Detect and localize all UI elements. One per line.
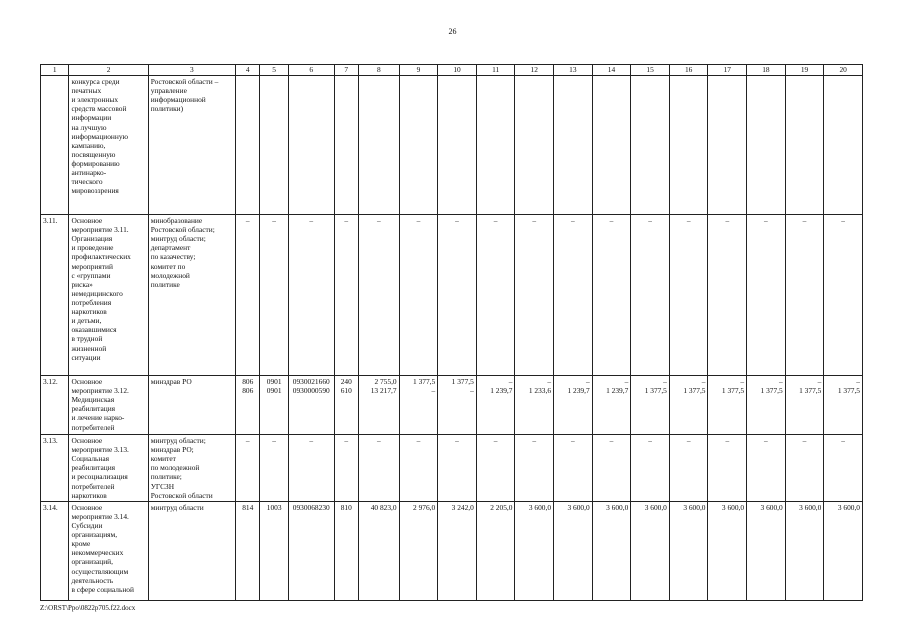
row-number-cell: 3.12.: [41, 376, 69, 435]
value-cell: [669, 76, 708, 215]
value-cell: 3 600,0: [824, 501, 863, 600]
column-number-cell: 13: [554, 65, 593, 76]
value-cell: –: [669, 215, 708, 376]
value-cell: –: [631, 215, 670, 376]
value-cell: – 1 239,7: [592, 376, 631, 435]
value-cell: –: [554, 435, 593, 502]
value-cell: [334, 76, 358, 215]
value-cell: [260, 76, 288, 215]
value-cell: –: [554, 215, 593, 376]
row-number-cell: [41, 76, 69, 215]
value-cell: –: [334, 215, 358, 376]
column-number-cell: 12: [515, 65, 554, 76]
value-cell: –: [288, 435, 334, 502]
column-number-cell: 3: [148, 65, 235, 76]
value-cell: – 1 377,5: [631, 376, 670, 435]
column-number-cell: 11: [476, 65, 515, 76]
value-cell: –: [631, 435, 670, 502]
row-number-cell: 3.13.: [41, 435, 69, 502]
column-number-cell: 9: [399, 65, 438, 76]
value-cell: 806 806: [236, 376, 260, 435]
column-number-cell: 6: [288, 65, 334, 76]
value-cell: –: [358, 215, 399, 376]
budget-table: [40, 64, 863, 601]
value-cell: –: [438, 215, 477, 376]
value-cell: –: [824, 435, 863, 502]
row-number-cell: 3.14.: [41, 501, 69, 600]
value-cell: 3 600,0: [669, 501, 708, 600]
value-cell: –: [288, 215, 334, 376]
value-cell: 1003: [260, 501, 288, 600]
column-number-cell: 5: [260, 65, 288, 76]
value-cell: [592, 76, 631, 215]
column-number-cell: 8: [358, 65, 399, 76]
value-cell: [358, 76, 399, 215]
activity-name-cell: Основное мероприятие 3.14. Субсидии организациям, кроме некоммерческих организаций, осуществляющим деятельность в сфере социальной: [69, 501, 148, 600]
table-row: [41, 435, 863, 502]
value-cell: – 1 233,6: [515, 376, 554, 435]
value-cell: 240 610: [334, 376, 358, 435]
activity-name-cell: Основное мероприятие 3.12. Медицинская реабилитация и лечение нарко- потребителей: [69, 376, 148, 435]
column-number-cell: 7: [334, 65, 358, 76]
value-cell: – 1 377,5: [747, 376, 786, 435]
value-cell: 3 600,0: [592, 501, 631, 600]
value-cell: 3 600,0: [747, 501, 786, 600]
value-cell: 814: [236, 501, 260, 600]
value-cell: –: [747, 435, 786, 502]
value-cell: 1 377,5 –: [438, 376, 477, 435]
page-number: 26: [448, 27, 457, 36]
value-cell: [631, 76, 670, 215]
value-cell: 0901 0901: [260, 376, 288, 435]
executor-cell: минтруд области; минздрав РО; комитет по молодежной политике; УГСЗН Ростовской области: [148, 435, 235, 502]
value-cell: –: [592, 215, 631, 376]
value-cell: 810: [334, 501, 358, 600]
value-cell: –: [824, 215, 863, 376]
column-number-cell: 2: [69, 65, 148, 76]
value-cell: –: [358, 435, 399, 502]
value-cell: 2 976,0: [399, 501, 438, 600]
column-number-cell: 14: [592, 65, 631, 76]
value-cell: –: [708, 435, 747, 502]
table-row: [41, 215, 863, 376]
value-cell: 3 242,0: [438, 501, 477, 600]
value-cell: –: [785, 435, 824, 502]
value-cell: –: [785, 215, 824, 376]
value-cell: –: [515, 435, 554, 502]
activity-name-cell: Основное мероприятие 3.11. Организация и проведение профилактических мероприятий с «группами риска» немедицинского потребления наркотиков и детьми, оказавшимися в трудной жизненной ситуации: [69, 215, 148, 376]
value-cell: 1 377,5 –: [399, 376, 438, 435]
value-cell: 3 600,0: [708, 501, 747, 600]
value-cell: –: [438, 435, 477, 502]
column-number-row: [41, 65, 863, 76]
value-cell: [288, 76, 334, 215]
table-row: [41, 76, 863, 215]
value-cell: –: [399, 215, 438, 376]
column-number-cell: 4: [236, 65, 260, 76]
value-cell: [747, 76, 786, 215]
value-cell: [554, 76, 593, 215]
value-cell: 0930068230: [288, 501, 334, 600]
column-number-cell: 1: [41, 65, 69, 76]
file-path-footer: Z:\ORST\Ppo\0822p705.f22.docx: [40, 604, 136, 612]
column-number-cell: 17: [708, 65, 747, 76]
column-number-cell: 16: [669, 65, 708, 76]
value-cell: [708, 76, 747, 215]
executor-cell: минобразование Ростовской области; минтруд области; департамент по казачеству; комитет по молодежной политике: [148, 215, 235, 376]
value-cell: – 1 377,5: [824, 376, 863, 435]
table-row: [41, 501, 863, 600]
row-number-cell: 3.11.: [41, 215, 69, 376]
value-cell: [515, 76, 554, 215]
value-cell: [785, 76, 824, 215]
activity-name-cell: Основное мероприятие 3.13. Социальная реабилитация и ресоциализация потребителей наркотиков: [69, 435, 148, 502]
value-cell: 0930021660 0930000590: [288, 376, 334, 435]
column-number-cell: 20: [824, 65, 863, 76]
value-cell: –: [747, 215, 786, 376]
value-cell: – 1 377,5: [785, 376, 824, 435]
value-cell: –: [334, 435, 358, 502]
value-cell: [824, 76, 863, 215]
value-cell: [438, 76, 477, 215]
value-cell: –: [515, 215, 554, 376]
column-number-cell: 15: [631, 65, 670, 76]
value-cell: 2 205,0: [476, 501, 515, 600]
activity-name-cell: конкурса среди печатных и электронных средств массовой информации на лучшую информационную кампанию, посвященную формированию антинарко- тического мировоззрения: [69, 76, 148, 215]
value-cell: [476, 76, 515, 215]
value-cell: –: [236, 215, 260, 376]
value-cell: – 1 239,7: [476, 376, 515, 435]
value-cell: 40 823,0: [358, 501, 399, 600]
column-number-cell: 18: [747, 65, 786, 76]
column-number-cell: 10: [438, 65, 477, 76]
value-cell: 2 755,0 13 217,7: [358, 376, 399, 435]
value-cell: 3 600,0: [515, 501, 554, 600]
executor-cell: минтруд области: [148, 501, 235, 600]
value-cell: –: [476, 215, 515, 376]
value-cell: 3 600,0: [785, 501, 824, 600]
value-cell: [399, 76, 438, 215]
value-cell: –: [236, 435, 260, 502]
executor-cell: минздрав РО: [148, 376, 235, 435]
value-cell: – 1 377,5: [669, 376, 708, 435]
value-cell: –: [399, 435, 438, 502]
value-cell: –: [260, 215, 288, 376]
executor-cell: Ростовской области – управление информационной политики): [148, 76, 235, 215]
value-cell: – 1 377,5: [708, 376, 747, 435]
value-cell: –: [592, 435, 631, 502]
value-cell: –: [708, 215, 747, 376]
table-row: [41, 376, 863, 435]
value-cell: –: [669, 435, 708, 502]
value-cell: –: [260, 435, 288, 502]
value-cell: –: [476, 435, 515, 502]
value-cell: – 1 239,7: [554, 376, 593, 435]
column-number-cell: 19: [785, 65, 824, 76]
value-cell: 3 600,0: [554, 501, 593, 600]
value-cell: [236, 76, 260, 215]
value-cell: 3 600,0: [631, 501, 670, 600]
